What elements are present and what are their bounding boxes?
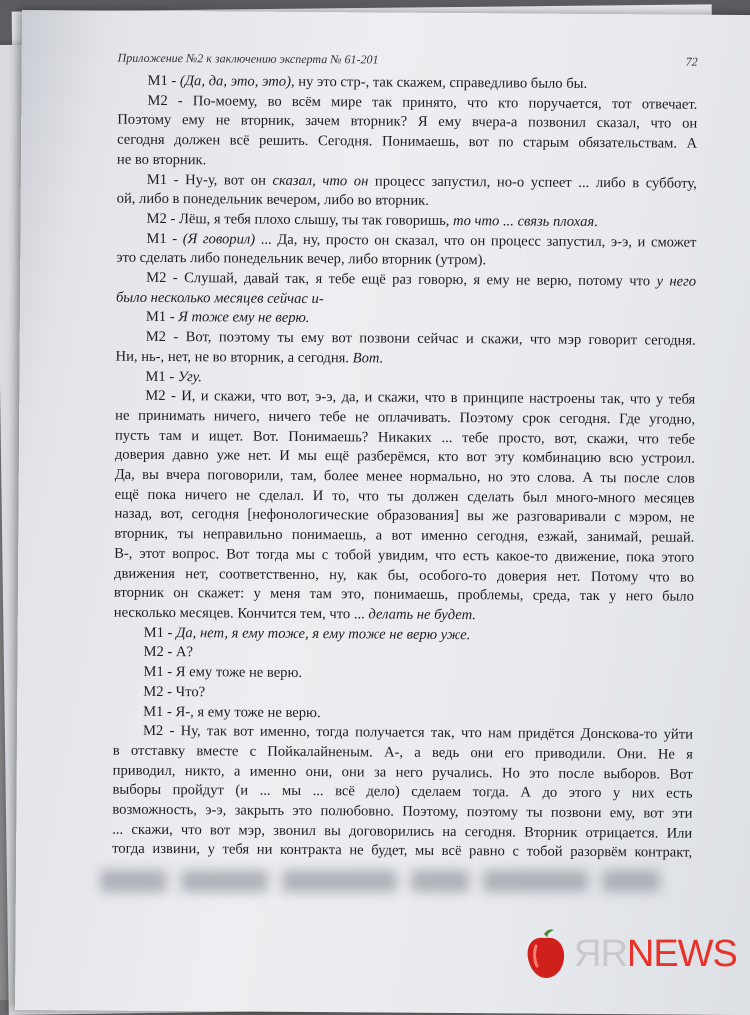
transcript-line: сегодня должен всё решить. Сегодня. Понимаешь, вот по старым обязательствам. А bbox=[117, 131, 698, 152]
transcript-line: в отставку вместе с Пойкалайненым. А-, а ведь они его приводили. Они. Не я bbox=[112, 742, 693, 763]
transcript-line: ой, либо в понедельник вечером, либо во вторник. bbox=[116, 190, 429, 210]
transcript-line: М1 - (Да, да, это, это), ну это стр-, так скажем, справедливо было бы. bbox=[147, 72, 588, 92]
transcript-line: несколько месяцев. Кончится тем, что ... делать не будет. bbox=[113, 604, 477, 624]
header-title: Приложение №2 к заключению эксперта № 61-201 bbox=[117, 50, 379, 67]
transcript-line: М1 - Угу. bbox=[145, 368, 202, 385]
transcript-line: М1 - Я-, я ему тоже не верю. bbox=[143, 703, 321, 721]
transcript-line: доверия давно уже нет. И мы ещё разберёмся, кто вот эту комбинацию всю устроил. bbox=[114, 447, 695, 468]
transcript-line: возможность, э-э, закрыть это полюбовно. Поэтому, поэтому ты позвони ему, вот эти bbox=[112, 801, 693, 822]
transcript-line: М2 - И, и скажи, что вот, э-э, да, и скажи, что в принципе настроены так, что у тебя bbox=[145, 388, 696, 408]
transcript-line: Поэтому ему не вторник, зачем вторник? Я ему вчера-а позвонил сказал, что он bbox=[117, 112, 698, 133]
logo-text-yar: ЯR bbox=[574, 933, 627, 975]
transcript-line: ещё пока ничего не сделал. И то, что ты должен сделать был много-много месяцев bbox=[114, 486, 695, 507]
transcript-line: приводил, никто, а именно они, они за него ручались. Но это после выборов. Вот bbox=[112, 762, 693, 783]
transcript-line: тогда извини, у тебя ни контракта не будет, мы всё равно с тобой разорвём контракт, bbox=[112, 841, 693, 862]
transcript-line: М1 - Да, нет, я ему тоже, я ему тоже не верю уже. bbox=[143, 624, 471, 643]
transcript-line: это сделать либо понедельник вечер, либо вторник (утром). bbox=[116, 249, 487, 269]
transcript-line: М1 - Я тоже ему не верю. bbox=[145, 309, 310, 327]
transcript-line: М2 - Что? bbox=[143, 683, 206, 701]
transcript-line: М2 - Лёш, я тебя плохо слышу, ты так говоришь, то что ... связь плохая. bbox=[146, 210, 598, 230]
transcript-line: было несколько месяцев сейчас и- bbox=[115, 289, 324, 307]
transcript-line: М1 - Я ему тоже не верю. bbox=[143, 663, 303, 682]
logo-text-news: NEWS bbox=[626, 933, 737, 975]
transcript-line: вторник, ты неправильно понимаешь, а вот именно сегодня, езжай, занимай, решай. bbox=[114, 525, 695, 546]
transcript-line: Да, вы вчера поговорили, там, более менее нормально, но это слова. А ты после слов bbox=[114, 466, 695, 487]
transcript-line: вторник он скажет: у меня там это, понимаешь, проблемы, среда, так у него было bbox=[113, 584, 694, 605]
pepper-icon bbox=[522, 928, 568, 980]
transcript-line: пусть там и ищет. Вот. Понимаешь? Никаких ... тебе просто, вот, скажи, что тебе bbox=[114, 427, 696, 448]
transcript-line: М2 - Слушай, давай так, я тебе ещё раз говорю, я ему не верю, потому что у него bbox=[146, 269, 697, 290]
transcript-line: М1 - Ну-у, вот он сказал, что он процесс запустил, но-о успеет ... либо в субботу, bbox=[146, 171, 697, 192]
yarnews-logo bbox=[522, 928, 737, 980]
page-content bbox=[112, 51, 698, 864]
transcript-line: М2 - По-моему, во всём мире так принято, что кто поручается, тот отвечает. bbox=[147, 92, 698, 113]
transcript-line: не принимать ничего, ничего тебе не оплачивать. Поэтому срок сегодня. Где угодно, bbox=[115, 407, 696, 428]
transcript-line: не во вторник. bbox=[116, 151, 207, 169]
blurred-text-line bbox=[100, 870, 660, 896]
transcript-body bbox=[112, 72, 697, 864]
transcript-line: ... скажи, что вот мэр, звонил вы договорились на сегодня. Вторник отрицается. Или bbox=[112, 821, 693, 842]
transcript-line: М1 - (Я говорил) ... Да, ну, просто он сказал, что он процесс запустил, э-э, и сможет bbox=[146, 230, 697, 251]
page-header bbox=[118, 51, 698, 70]
page-number: 72 bbox=[685, 54, 698, 69]
transcript-line: М2 - Ну, так вот именно, тогда получается так, что нам придётся Донскова-то уйти bbox=[142, 723, 694, 743]
document-page bbox=[15, 10, 750, 1015]
transcript-line: движения нет, соответственно, ну, как бы, особого-то доверия нет. Потому что во bbox=[114, 565, 695, 586]
transcript-line: М2 - Вот, поэтому ты ему вот позвони сейчас и скажи, что мэр говорит сегодня. bbox=[145, 329, 696, 349]
transcript-line: М2 - А? bbox=[143, 644, 194, 661]
transcript-line: Ни, нь-, нет, не во вторник, а сегодня. Вот. bbox=[115, 348, 384, 367]
transcript-line: В-, этот вопрос. Вот тогда мы с тобой увидим, что есть какое-то движение, пока этого bbox=[114, 545, 695, 566]
transcript-line: выборы пройдут (и ... мы ... всё дело) сделаем тогда. А до этого у них есть bbox=[112, 781, 693, 803]
transcript-line: назад, вот, сегодня [нефонологические образования] вы же разговаривали с мэром, не bbox=[114, 506, 695, 527]
